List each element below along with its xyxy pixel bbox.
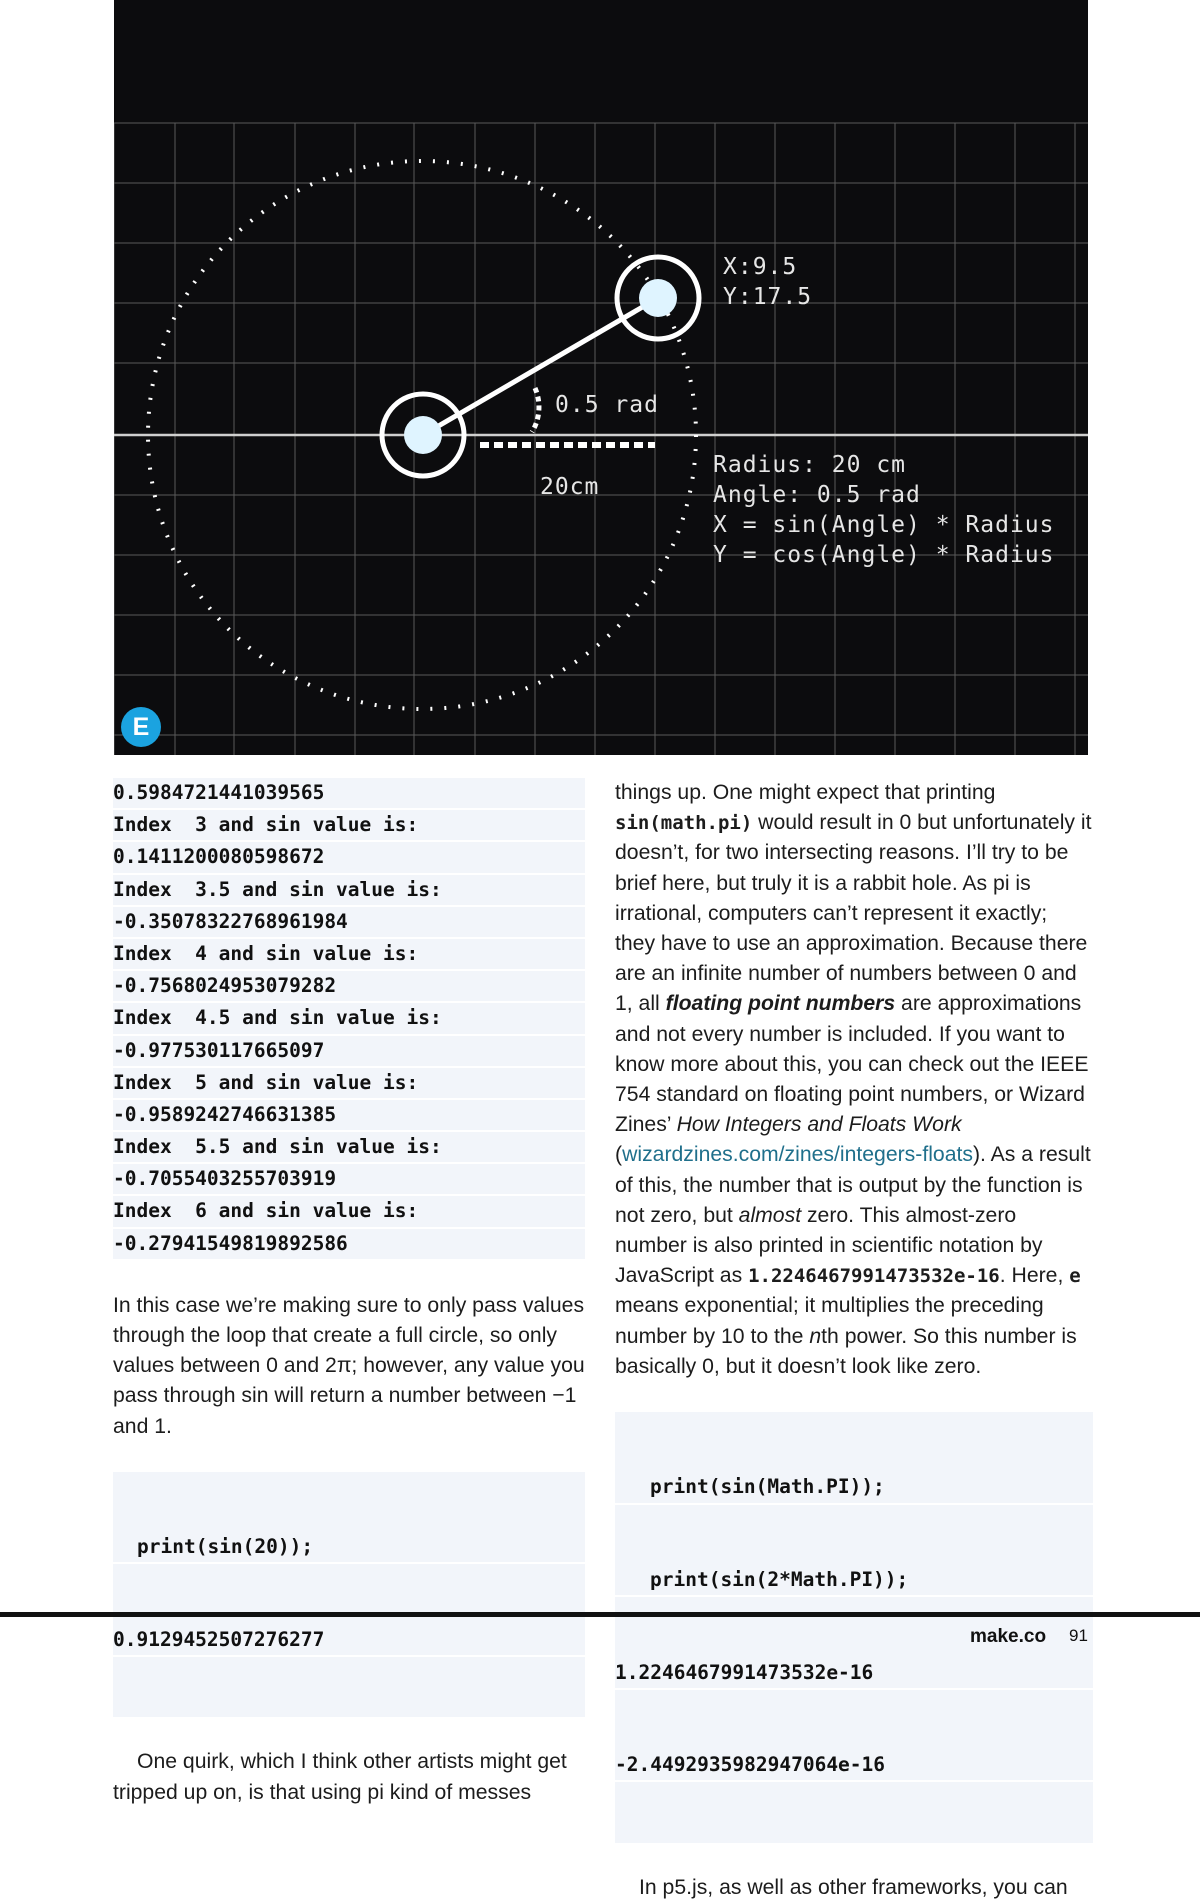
code-line: Index 5 and sin value is: [113, 1068, 585, 1100]
code-line: 1.2246467991473532e-16 [615, 1658, 1093, 1690]
inline-code: 1.2246467991473532e-16 [748, 1265, 1000, 1288]
footer-rule [0, 1612, 1200, 1617]
paragraph-pi-explanation: things up. One might expect that printing sin(math.pi) would result in 0 but unfortunately it doesn’t, for two intersecting reasons. I’ll try to be brief here, but truly it is a rabbit hole. As pi is irrational, computers can’t represent it exactly; they have to use an approximation. Because there are an infinite number of numbers between 0 and 1, all floating point numbers are approximations and not every number is included. If you want to know more about this, you can check out the IEEE 754 standard on floating point numbers, or Wizard Zines’ How Integers and Floats Work (wizardzines.com/zines/integers-floats). As a result of this, the number that is output by the function is not zero, but almost zero. This almost-zero number is also printed in scientific notation by JavaScript as 1.2246467991473532e-16. Here, e means exponential; it multiplies the preceding number by 10 to the nth power. So this number is basically 0, but it doesn’t look like zero. [615, 781, 1092, 1378]
code-line: Index 4.5 and sin value is: [113, 1003, 585, 1035]
paragraph-pi-quirk: One quirk, which I think other artists might get tripped up on, is that using pi kind of messes [113, 1750, 567, 1804]
book-title: How Integers and Floats Work [676, 1113, 962, 1137]
left-column [113, 778, 585, 1808]
code-line: -0.35078322768961984 [113, 907, 585, 939]
right-column [615, 778, 1093, 1903]
diagram-canvas [114, 0, 1088, 755]
code-line: -0.9589242746631385 [113, 1100, 585, 1132]
inline-code: e [1069, 1265, 1081, 1288]
radius-label: 20cm [540, 474, 600, 500]
code-line: Index 3.5 and sin value is: [113, 875, 585, 907]
code-line: Index 4 and sin value is: [113, 939, 585, 971]
code-line: Index 3 and sin value is: [113, 810, 585, 842]
sin-output-code-block [113, 778, 585, 1261]
code-line: -0.977530117665097 [113, 1036, 585, 1068]
code-line: Index 6 and sin value is: [113, 1196, 585, 1228]
footer-brand: make.co [970, 1626, 1047, 1647]
code-line: -0.7055403255703919 [113, 1164, 585, 1196]
info-x-formula: X = sin(Angle) * Radius [713, 512, 1055, 538]
code-line: -0.27941549819892586 [113, 1229, 585, 1261]
code-line: 0.5984721441039565 [113, 778, 585, 810]
paragraph-p5js: In p5.js, as well as other frameworks, you can [639, 1875, 1068, 1899]
center-point [404, 416, 442, 454]
coord-x-label: X:9.5 [723, 254, 798, 280]
info-y-formula: Y = cos(Angle) * Radius [713, 542, 1055, 568]
code-line: print(sin(2*Math.PI)); [615, 1565, 1093, 1597]
wizardzines-link[interactable]: wizardzines.com/zines/integers-floats [622, 1143, 973, 1167]
paragraph-full-circle: In this case we’re making sure to only pass values through the loop that create a full circle, so only values between 0 and 2π; however, any value you pass through sin will return a number between −1 and 1. [113, 1293, 585, 1438]
code-line: -2.4492935982947064e-16 [615, 1750, 1093, 1782]
emphasis-floating-point: floating point numbers [665, 992, 896, 1016]
info-angle: Angle: 0.5 rad [713, 482, 921, 508]
code-line: Index 5.5 and sin value is: [113, 1132, 585, 1164]
orbit-point [639, 279, 677, 317]
angle-label: 0.5 rad [555, 392, 659, 418]
coord-y-label: Y:17.5 [723, 284, 813, 310]
info-radius: Radius: 20 cm [713, 452, 907, 478]
inline-code: sin(math.pi) [615, 812, 753, 835]
code-line: 0.9129452507276277 [113, 1625, 585, 1657]
page-number: 91 [1069, 1626, 1088, 1645]
sin20-code-block [113, 1472, 585, 1718]
figure-badge: E [121, 707, 161, 747]
code-line: -0.7568024953079282 [113, 971, 585, 1003]
figure-polar-diagram [114, 0, 1088, 755]
code-line: print(sin(Math.PI)); [615, 1472, 1093, 1504]
code-line: print(sin(20)); [113, 1532, 585, 1564]
code-line: 0.1411200080598672 [113, 842, 585, 874]
